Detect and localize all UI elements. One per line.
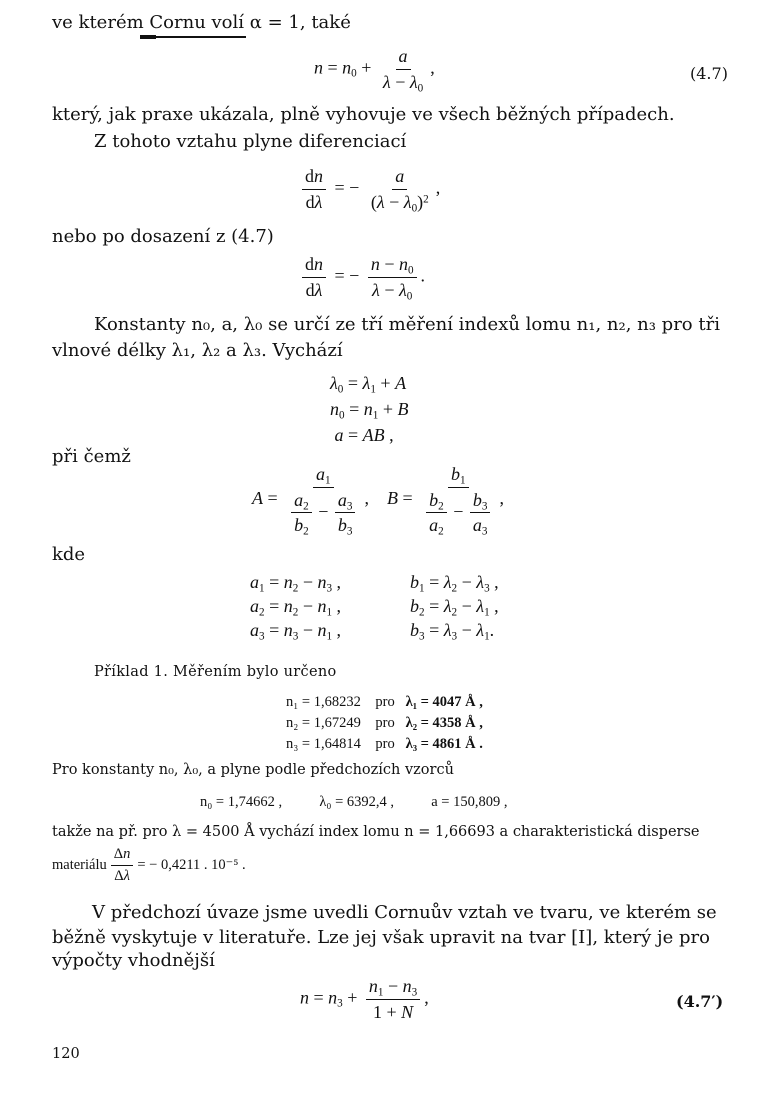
equation-derivative: $\frac{dn}{d\lambda}$ = − $\frac{a}{(\lambda - \lambda_0)^2}$ , [298, 166, 440, 212]
equation-A-B: A = $a_1$ $\frac{a_2}{b_2}$ − $\frac{a_3}{b_3}$ , B = $b_1$ $\frac{b_2}{a_2}$ − $\frac{b_3}{a_3}$ , [252, 464, 504, 538]
text-predchozi-3: výpočty vhodnější [52, 950, 215, 971]
page-number: 120 [52, 1046, 80, 1062]
measurement-row [286, 713, 483, 734]
constant-lambda0: λ₀ = 6392,4 , [319, 794, 394, 810]
measurement-lambda: λ₃ = 4861 Å . [405, 736, 483, 752]
measurement-pro: pro [375, 694, 395, 710]
equation-label-4-7-prime: (4.7′) [676, 992, 724, 1011]
text-kde: kde [52, 544, 86, 565]
text-takze: takže na př. pro λ = 4500 Å vychází index lomu n = 1,66693 a charakteristická disperse [52, 824, 700, 840]
pen-underline-mark [140, 35, 156, 39]
measurement-pro: pro [375, 715, 395, 731]
equation-4-7-prime: $n = n_3$ + $\frac{n_1 - n_3}{1 + N}$ , [300, 976, 429, 1022]
measurements-table [286, 692, 483, 755]
equation-4-7: $n = n_0$ + $\frac{a}{\lambda - \lambda_0}$ , [314, 46, 435, 95]
measurement-lambda: λ₂ = 4358 Å , [405, 715, 483, 731]
measurement-lambda: λ₁ = 4047 Å , [405, 694, 483, 710]
text-dosazeni: nebo po dosazení z (4.7) [52, 226, 274, 247]
text-vztah: Z tohoto vztahu plyne diferenciací [94, 131, 407, 152]
measurement-pro: pro [375, 736, 395, 752]
text-pro-konstanty: Pro konstanty n₀, λ₀, a plyne podle předchozích vzorců [52, 762, 454, 778]
measurement-row [286, 692, 483, 713]
definitions-b: $b_1 = \lambda_2 - \lambda_3$ , $b_2 = \lambda_2 - \lambda_1$ , $b_3 = \lambda_3 - \lambda_1$. [410, 572, 499, 643]
example-heading: Příklad 1. Měřením bylo určeno [94, 664, 337, 680]
text-konstanty-2: vlnové délky λ₁, λ₂ a λ₃. Vychází [52, 340, 343, 361]
constant-n0: n₀ = 1,74662 , [200, 794, 283, 810]
text-konstanty-1: Konstanty n₀, a, λ₀ se určí ze tří měření indexů lomu n₁, n₂, n₃ pro tři [94, 314, 720, 335]
measurement-n: n₃ = 1,64814 [286, 736, 361, 752]
constants-row [200, 794, 508, 811]
measurement-row [286, 734, 483, 755]
intro-line: ve kterém Cornu volí α = 1, také [52, 12, 351, 33]
constant-a: a = 150,809 , [431, 794, 508, 810]
dispersion-value: = − 0,4211 . 10⁻⁵ . [137, 856, 246, 873]
dispersion-line: materiálu $\frac{\Delta n}{\Delta\lambda}$ = − 0,4211 . 10⁻⁵ . [52, 846, 246, 884]
equation-label-4-7: (4.7) [690, 64, 728, 83]
text-praxe: který, jak praxe ukázala, plně vyhovuje ve všech běžných případech. [52, 104, 675, 125]
text-predchozi-2: běžně vyskytuje v literatuře. Lze jej však upravit na tvar [I], který je pro [52, 927, 710, 948]
equation-system: $\lambda_0 = \lambda_1 + A$ $n_0 = n_1 + B$ a = AB , [330, 373, 409, 445]
pen-underline [146, 36, 246, 38]
equation-derivative-2: $\frac{dn}{d\lambda}$ = − $\frac{n - n_0}{\lambda - \lambda_0}$ . [298, 254, 425, 300]
measurement-n: n₂ = 1,67249 [286, 715, 361, 731]
text-materialu: materiálu [52, 856, 107, 873]
text-pricemz: při čemž [52, 446, 131, 467]
definitions-a: $a_1 = n_2 - n_3$ , $a_2 = n_2 - n_1$ , $a_3 = n_3 - n_1$ , [250, 572, 342, 643]
text-predchozi-1: V předchozí úvaze jsme uvedli Cornuův vztah ve tvaru, ve kterém se [92, 902, 717, 923]
measurement-n: n₁ = 1,68232 [286, 694, 361, 710]
